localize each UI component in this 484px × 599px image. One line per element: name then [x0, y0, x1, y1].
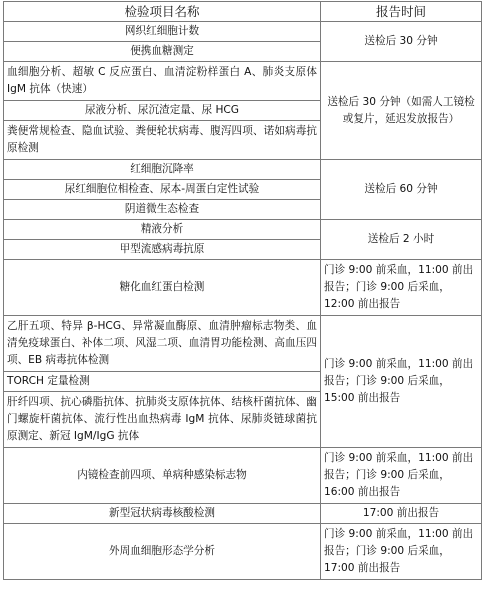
time-cell: 门诊 9:00 前采血，11:00 前出报告；门诊 9:00 后采血，17:00 前出报告 [321, 524, 482, 580]
table-row [4, 316, 482, 372]
time-cell: 送检后 2 小时 [321, 220, 482, 260]
item-cell: 糖化血红蛋白检测 [4, 260, 321, 316]
item-cell: 粪便常规检查、隐血试验、粪便轮状病毒、腹泻四项、诺如病毒抗原检测 [4, 121, 321, 160]
item-cell: 红细胞沉降率 [4, 160, 321, 180]
time-cell: 门诊 9:00 前采血，11:00 前出报告；门诊 9:00 后采血，15:00 前出报告 [321, 316, 482, 448]
item-cell: 血细胞分析、超敏 C 反应蛋白、血清淀粉样蛋白 A、肺炎支原体 IgM 抗体（快速） [4, 62, 321, 101]
time-cell: 送检后 30 分钟 [321, 22, 482, 62]
item-cell: 乙肝五项、特异 β-HCG、异常凝血酶原、血清肿瘤标志物类、血清免疫球蛋白、补体二项、风湿二项、血清胃功能检测、高血压四项、EB 病毒抗体检测 [4, 316, 321, 372]
time-cell: 门诊 9:00 前采血，11:00 前出报告；门诊 9:00 后采血，12:00 前出报告 [321, 260, 482, 316]
table-row [4, 22, 482, 42]
item-cell: 尿液分析、尿沉渣定量、尿 HCG [4, 101, 321, 121]
item-cell: 网织红细胞计数 [4, 22, 321, 42]
table-row [4, 260, 482, 316]
header-report-time: 报告时间 [321, 2, 482, 22]
time-cell: 17:00 前出报告 [321, 504, 482, 524]
table-row [4, 62, 482, 101]
item-cell: 便携血糖测定 [4, 42, 321, 62]
time-cell: 送检后 30 分钟（如需人工镜检或复片，延迟发放报告） [321, 62, 482, 160]
report-time-table [3, 1, 482, 580]
item-cell: 外周血细胞形态学分析 [4, 524, 321, 580]
item-cell: 内镜检查前四项、单病种感染标志物 [4, 448, 321, 504]
item-cell: TORCH 定量检测 [4, 372, 321, 392]
header-item-name: 检验项目名称 [4, 2, 321, 22]
item-cell: 甲型流感病毒抗原 [4, 240, 321, 260]
item-cell: 精液分析 [4, 220, 321, 240]
table-row [4, 160, 482, 180]
time-cell: 门诊 9:00 前采血，11:00 前出报告；门诊 9:00 后采血，16:00 前出报告 [321, 448, 482, 504]
item-cell: 新型冠状病毒核酸检测 [4, 504, 321, 524]
item-cell: 肝纤四项、抗心磷脂抗体、抗肺炎支原体抗体、结核杆菌抗体、幽门螺旋杆菌抗体、流行性出血热病毒 IgM 抗体、尿肺炎链球菌抗原测定、新冠 IgM/IgG 抗体 [4, 392, 321, 448]
item-cell: 尿红细胞位相检查、尿本-周蛋白定性试验 [4, 180, 321, 200]
table-row [4, 524, 482, 580]
table-row [4, 220, 482, 240]
table-header-row [4, 2, 482, 22]
table-row [4, 448, 482, 504]
time-cell: 送检后 60 分钟 [321, 160, 482, 220]
table-row [4, 504, 482, 524]
item-cell: 阴道微生态检查 [4, 200, 321, 220]
